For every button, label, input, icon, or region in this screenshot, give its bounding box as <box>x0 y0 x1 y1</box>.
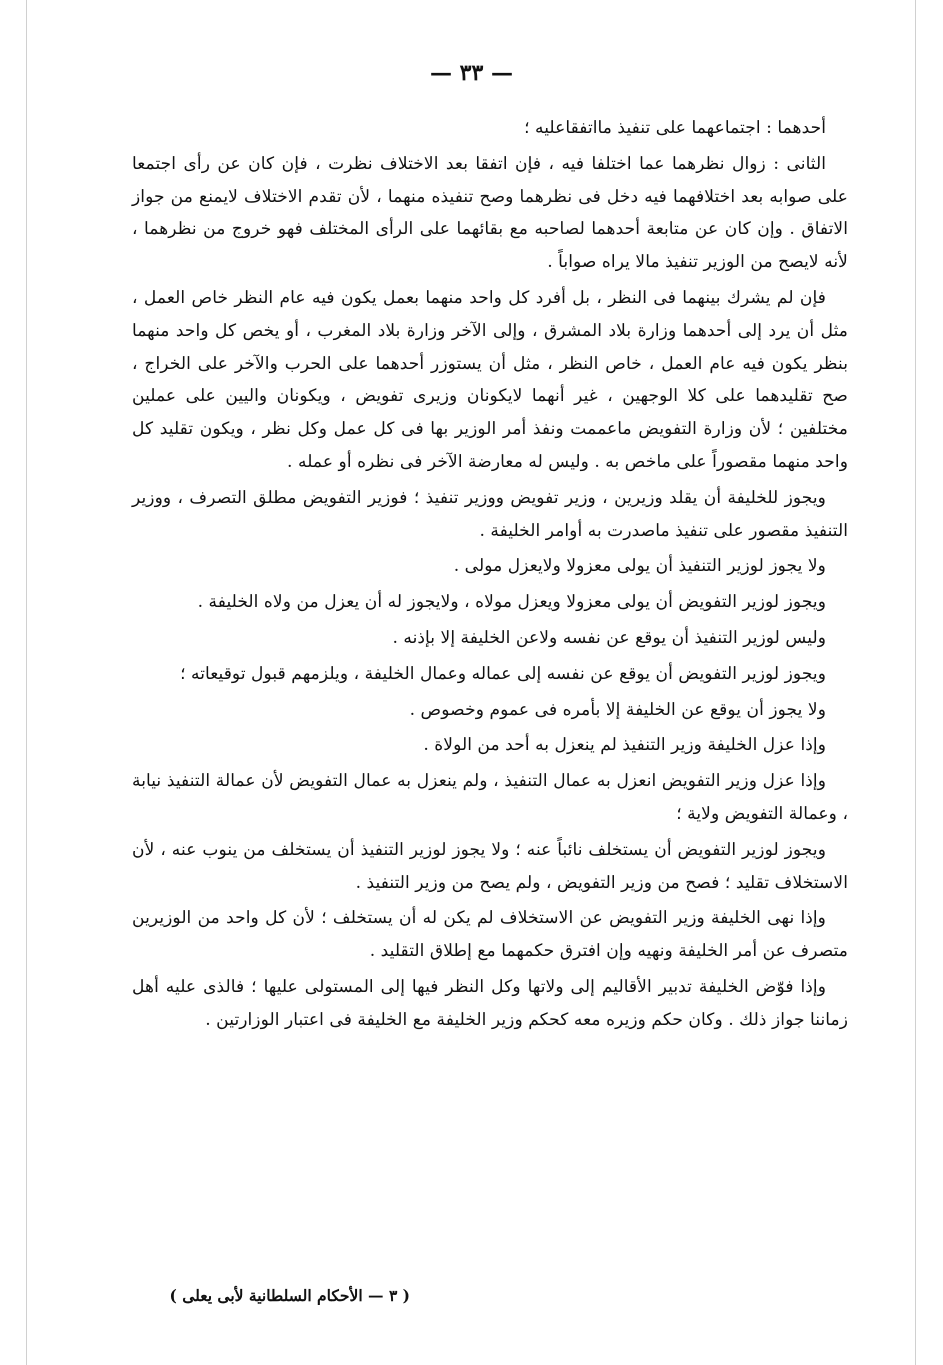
paragraph: وليس لوزير التنفيذ أن يوقع عن نفسه ولاعن الخليفة إلا بإذنه . <box>392 627 826 648</box>
paragraph: ويجوز لوزير التفويض أن يولى معزولا ويعزل مولاه ، ولايجوز له أن يعزل من ولاه الخليفة . <box>197 592 826 613</box>
paragraph: ويجوز للخليفة أن يقلد وزيرين ، وزير تفويض ووزير تنفيذ ؛ فوزير التفويض مطلق التصرف ، ووزير التنفيذ مقصور على تنفيذ ماصدرت به أوامر الخليفة . <box>132 487 848 541</box>
footer-signature: ( ٣ — الأحكام السلطانية لأبى يعلى ) <box>169 1286 410 1305</box>
paragraph: وإذا نهى الخليفة وزير التفويض عن الاستخلاف لم يكن له أن يستخلف ؛ لأن كل واحد من الوزيرين متصرف عن أمر الخليفة ونهيه وإن افترق حكمهما مع إطلاق التقليد . <box>132 908 848 962</box>
page-number: — ٣٣ — <box>430 60 513 86</box>
paragraph: ويجوز لوزير التفويض أن يوقع عن نفسه إلى عماله وعمال الخليفة ، ويلزمهم قبول توقيعاته ؛ <box>180 663 826 684</box>
paragraph: وإذا فوّض الخليفة تدبير الأقاليم إلى ولاتها وكل النظر فيها إلى المستولى عليها ؛ فالذى عليه أهل زماننا جواز ذلك . وكان حكم وزيره معه كحكم وزير الخليفة مع الخليفة فى اعتبار الوزارتين . <box>132 976 848 1030</box>
paragraph: ولا يجوز لوزير التنفيذ أن يولى معزولا ولايعزل مولى . <box>453 556 826 577</box>
page-edge-right <box>915 0 916 1365</box>
page-edge-left <box>26 0 27 1365</box>
paragraph: فإن لم يشرك بينهما فى النظر ، بل أفرد كل واحد منهما بعمل يكون فيه عام النظر خاص العمل ، مثل أن يرد إلى أحدهما وزارة بلاد المشرق ، وإلى الآخر وزارة بلاد المغرب ، أو يخص كل واحد منهما بنظر يكون فيه عام العمل ، خاص النظر ، مثل أن يستوزر أحدهما على الحرب والآخر على الخراج ، صح تقليدهما على كلا الوجهين ، غير أنهما لايكونان وزيرى تفويض ، ويكونان واليين على عملين مختلفين ؛ لأن وزارة التفويض ماعممت ونفذ أمر الوزير بها فى كل عمل وكل نظر ، ويكون تقليد كل واحد منهما مقصوراً على ماخص به . وليس له معارضة الآخر فى نظره أو عمله . <box>132 287 848 472</box>
paragraph: ولا يجوز أن يوقع عن الخليفة إلا بأمره فى عموم وخصوص . <box>409 699 826 720</box>
paragraph: ويجوز لوزير التفويض أن يستخلف نائباً عنه ؛ ولا يجوز لوزير التنفيذ أن يستخلف من ينوب عنه ، لأن الاستخلاف تقليد ؛ فصح من وزير التفويض ، ولم يصح من وزير التنفيذ . <box>132 839 848 893</box>
paragraph: أحدهما : اجتماعهما على تنفيذ مااتفقاعليه ؛ <box>524 118 826 138</box>
paragraph: الثانى : زوال نظرهما عما اختلفا فيه ، فإن اتفقا بعد الاختلاف نظرت ، فإن كان عن رأى اجتمعا على صوابه بعد اختلافهما فيه دخل فى نظرهما وصح تنفيذه منهما ، لأن تقدم الاختلاف لايمنع من جواز الاتفاق . وإن كان عن متابعة أحدهما لصاحبه مع بقائهما على الرأى المختلف فهو خروج من نظرهما ، لأنه لايصح من الوزير تنفيذ مالا يراه صواباً . <box>132 153 848 273</box>
paragraph: وإذا عزل الخليفة وزير التنفيذ لم ينعزل به أحد من الولاة . <box>423 735 826 756</box>
paragraph: وإذا عزل وزير التفويض انعزل به عمال التنفيذ ، ولم ينعزل به عمال التفويض لأن عمالة التنفيذ نيابة ، وعمالة التفويض ولاية ؛ <box>132 771 848 824</box>
body-text <box>132 112 848 1040</box>
